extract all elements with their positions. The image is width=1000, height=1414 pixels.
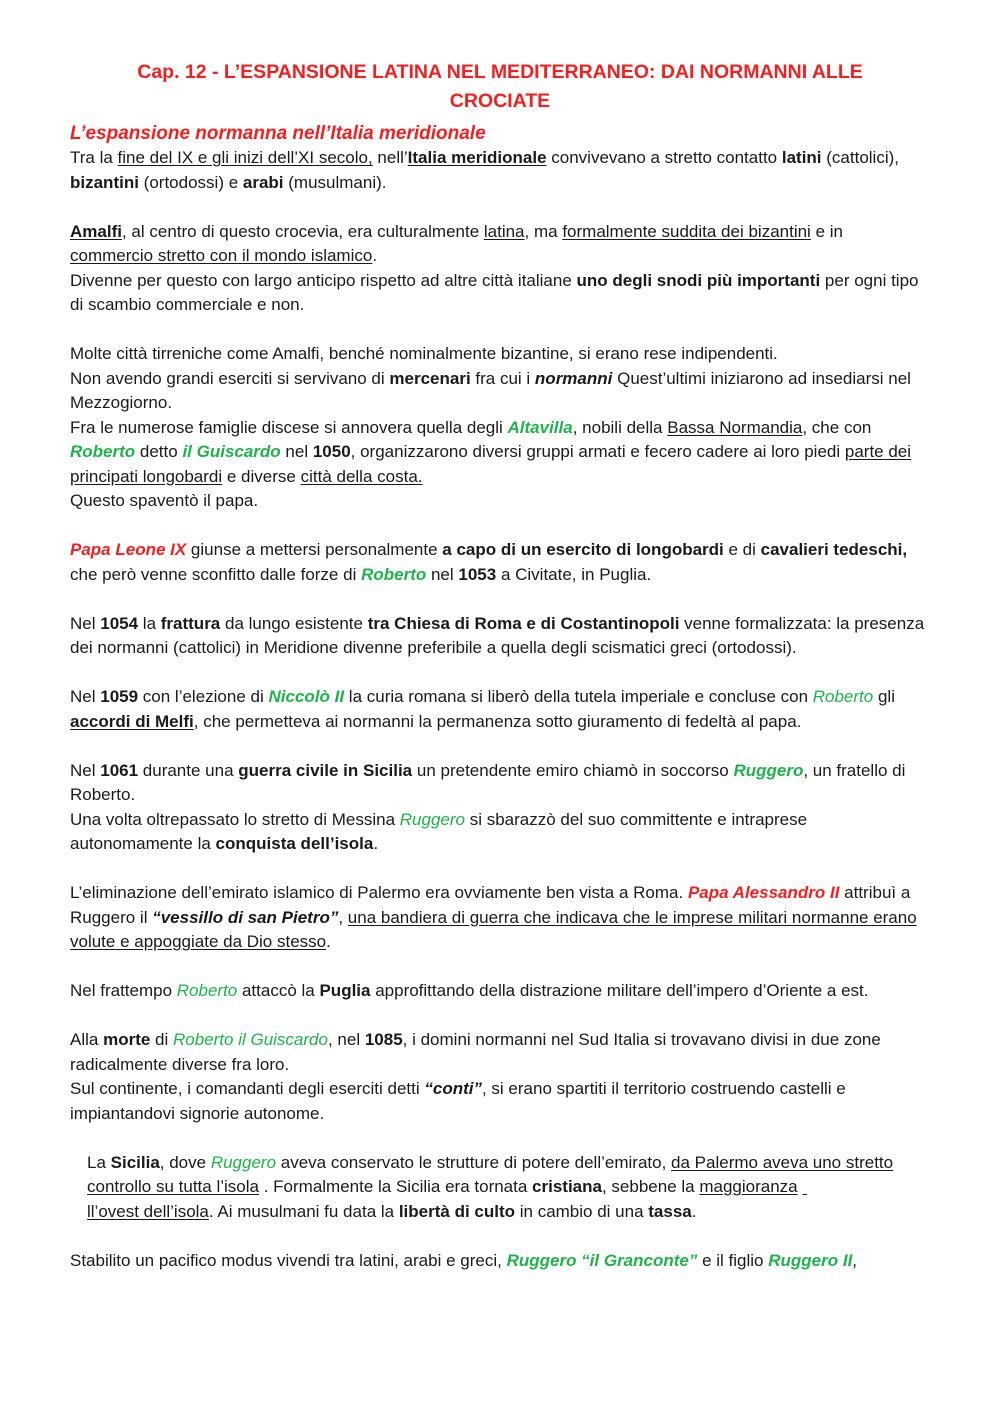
paragraph-11: Nel 1061 durante una guerra civile in Sicilia un pretendente emiro chiamò in soccorso Ruggero, un fratello di Roberto. [70,760,906,804]
paragraph-17: La Sicilia, dove Ruggero aveva conservato le strutture di potere dell’emirato, da Palermo aveva uno stretto controllo su tutta l’isola . Formalmente la Sicilia era tornata cristiana, sebbene la maggioranza ll’ovest dell’isola. Ai musulmani fu data la libertà di culto in cambio di una tassa. [87,1152,894,1221]
paragraph-14: Nel frattempo Roberto attaccò la Puglia approfittando della distrazione militare dell’impero d’Oriente a est. [70,981,869,1000]
section-heading: L’espansione normanna nell’Italia meridionale [70,123,486,144]
paragraph-12: Una volta oltrepassato lo stretto di Messina Ruggero si sbarazzò del suo committente e intraprese autonomamente la conquista dell’isola. [70,809,808,853]
paragraph-5: Non avendo grandi eserciti si servivano di mercenari fra cui i normanni Quest’ultimi iniziarono ad insediarsi nel Mezzogiorno. [70,368,911,412]
paragraph-8: Papa Leone IX giunse a mettersi personalmente a capo di un esercito di longobardi e di cavalieri tedeschi, che però venne sconfitto dalle forze di Roberto nel 1053 a Civitate, in Puglia. [70,540,908,584]
paragraph-18: Stabilito un pacifico modus vivendi tra latini, arabi e greci, Ruggero “il Granconte” e il figlio Ruggero II, [70,1250,858,1270]
paragraph-13: L’eliminazione dell’emirato islamico di Palermo era ovviamente ben vista a Roma. Papa Alessandro II attribuì a Ruggero il “vessillo di san Pietro”, una bandiera di guerra che indicava che le imprese militari normanne erano volute e appoggiate da Dio stesso. [70,883,917,951]
paragraph-7: Questo spaventò il papa. [70,491,259,510]
paragraph-9: Nel 1054 la frattura da lungo esistente tra Chiesa di Roma e di Costantinopoli venne formalizzata: la presenza dei normanni (cattolici) in Meridione divenne preferibile a quella degli scismatici greci (ortodossi). [70,613,925,657]
paragraph-2: Amalfi, al centro di questo crocevia, era culturalmente latina, ma formalmente suddita dei bizantini e in commercio stretto con il mondo islamico. [70,221,843,265]
chapter-title [70,58,930,116]
chapter-title-line2: CROCIATE [449,90,551,112]
blank-gap [802,1175,892,1200]
paragraph-3: Divenne per questo con largo anticipo rispetto ad altre città italiane uno degli snodi più importanti per ogni tipo di scambio commerciale e non. [70,270,919,314]
paragraph-16: Sul continente, i comandanti degli eserciti detti “conti”, si erano spartiti il territorio costruendo castelli e impiantandovi signorie autonome. [70,1079,846,1123]
paragraph-1: Tra la fine del IX e gli inizi dell’XI secolo, nell’Italia meridionale convivevano a stretto contatto latini (cattolici), bizantini (ortodossi) e arabi (musulmani). [70,148,899,192]
paragraph-6: Fra le numerose famiglie discese si annovera quella degli Altavilla, nobili della Bassa Normandia, che con Roberto detto il Guiscardo nel 1050, organizzarono diversi gruppi armati e fecero cadere ai loro piedi parte dei principati longobardi e diverse città della costa. [70,417,912,486]
chapter-title-line1: Cap. 12 - L’ESPANSIONE LATINA NEL MEDITERRANEO: DAI NORMANNI ALLE [137,61,863,83]
paragraph-4: Molte città tirreniche come Amalfi, benché nominalmente bizantine, si erano rese indipendenti. [70,344,778,363]
paragraph-10: Nel 1059 con l’elezione di Niccolò II la curia romana si liberò della tutela imperiale e concluse con Roberto gli accordi di Melfi, che permetteva ai normanni la permanenza sotto giuramento di fedeltà al papa. [70,687,895,731]
paragraph-15: Alla morte di Roberto il Guiscardo, nel 1085, i domini normanni nel Sud Italia si trovavano divisi in due zone radicalmente diverse fra loro. [70,1030,881,1074]
